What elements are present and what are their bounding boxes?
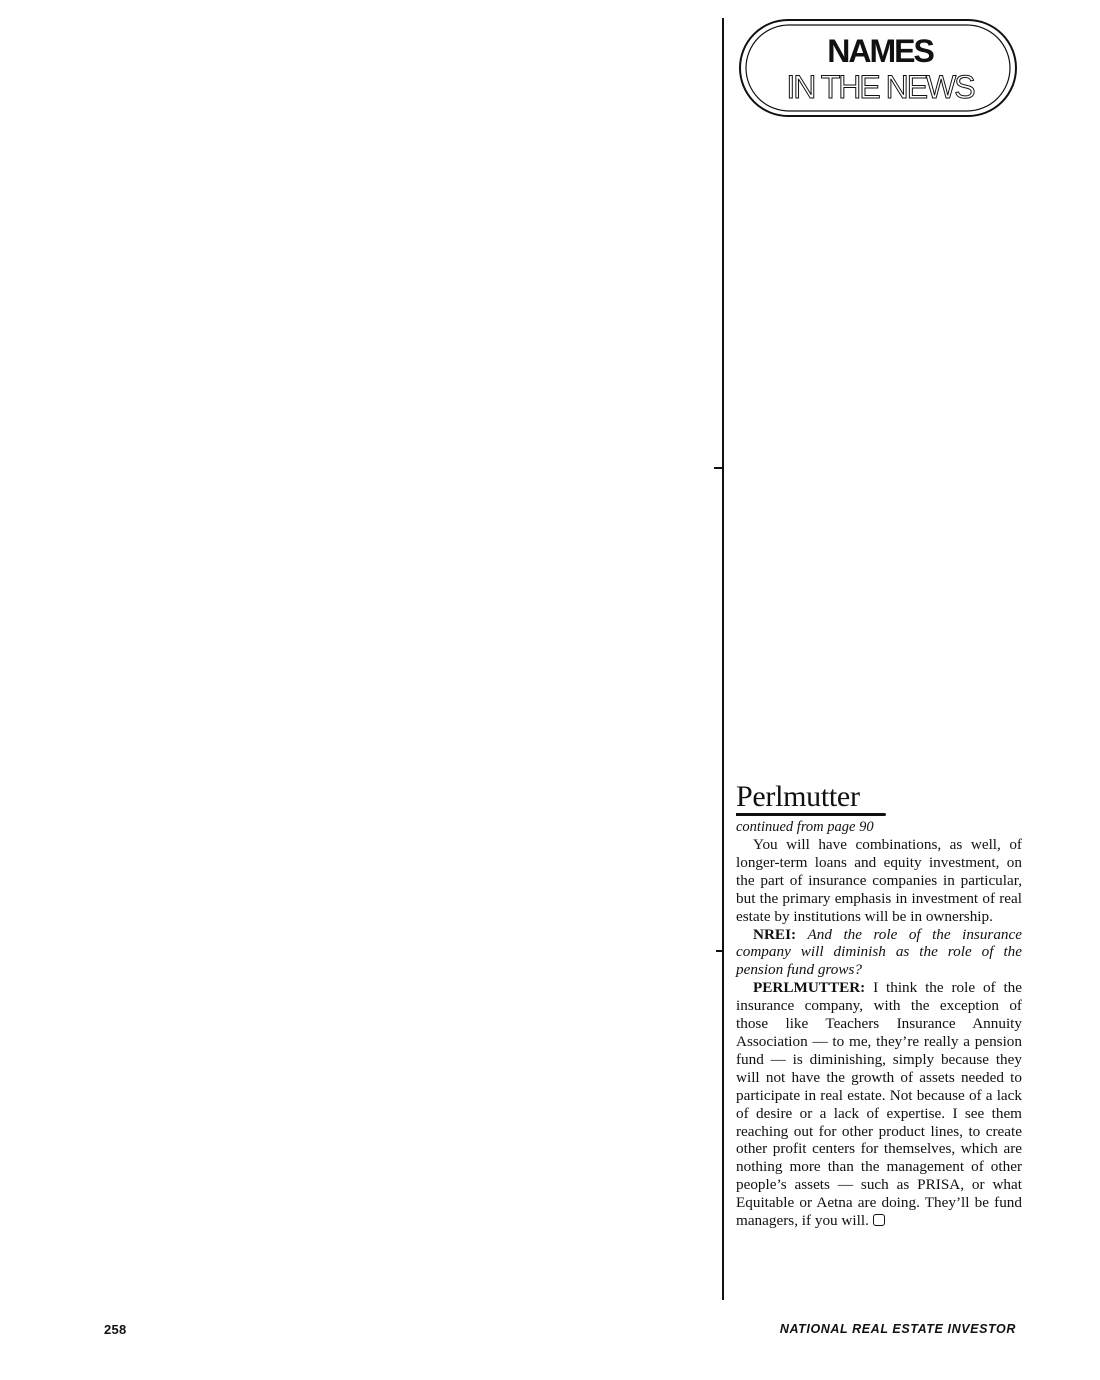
paragraph-text: I think the role of the insurance company, with the exception of those like Teachers Insurance Annuity Association — to me, they’re really a pension fund — is diminishing, simply because they will not have the growth of assets needed to participate in real estate. Not because of a lack of desire or a lack of expertise. I see them reaching out for other product lines, to create other profit centers for themselves, which are nothing more than the management of other people’s assets — such as PRISA, or what Equitable or Aetna are doing. They’ll be fund managers, if you will.	[736, 979, 1023, 1230]
page-number: 258	[104, 1322, 127, 1337]
logo-line-1: NAMES	[827, 33, 933, 69]
article-paragraph	[736, 926, 1022, 980]
continued-from-note: continued from page 90	[736, 819, 874, 835]
column-rule-tick	[714, 467, 723, 469]
names-in-the-news-logo	[738, 18, 1018, 118]
column-rule-tick	[716, 950, 723, 952]
article-paragraph	[736, 979, 1022, 1230]
column-rule	[722, 18, 724, 1300]
publication-name: NATIONAL REAL ESTATE INVESTOR	[779, 1322, 1016, 1336]
paragraph-text: You will have combinations, as well, of longer-term loans and equity investment, on the part of insurance companies in particular, but the primary emphasis in investment of real estate by institutions will be in ownership.	[736, 836, 1022, 925]
article-paragraph	[736, 836, 1022, 926]
end-of-article-mark-icon	[873, 1214, 885, 1226]
article-perlmutter	[736, 780, 1022, 1230]
speaker-label: NREI:	[753, 925, 797, 943]
question-text: And the role of the insurance company will diminish as the role of the pension fund grows?	[736, 925, 1023, 979]
speaker-label: PERLMUTTER:	[753, 979, 866, 997]
article-headline: Perlmutter	[736, 780, 860, 813]
logo-line-2: IN THE NEWS	[786, 69, 974, 105]
